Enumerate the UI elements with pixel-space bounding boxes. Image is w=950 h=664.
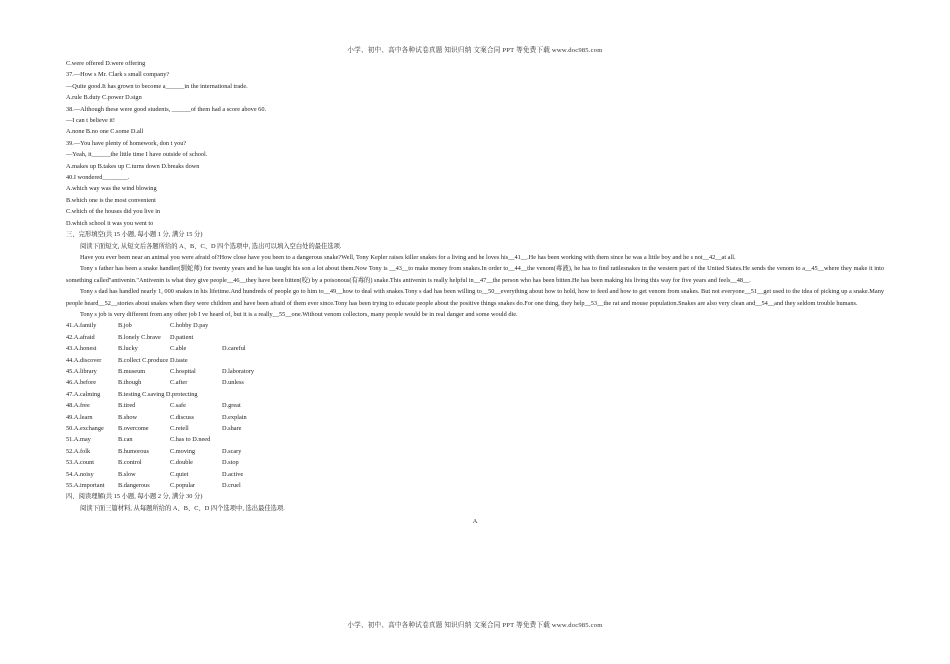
instruction-reading: 阅读下面三篇材料, 从每题所给的 A、B、C、D 四个选项中, 选出最佳选项. (80, 504, 285, 512)
question-lines (66, 58, 884, 241)
option-cell: B.lonely C.brave (118, 333, 161, 341)
option-cell: C.moving (170, 447, 196, 455)
option-cell: 42.A.afraid (66, 333, 95, 341)
option-cell: D.stop (222, 459, 239, 467)
option-cell: 53.A.count (66, 459, 94, 467)
option-cell: B.overcome (118, 425, 149, 432)
question-line: 38.—Although these were good students, ______of them had a score above 60. (66, 105, 267, 113)
passage-label: A (472, 518, 478, 526)
option-cell: C.discuss (170, 413, 194, 421)
option-row (66, 434, 884, 445)
page-header: 小学、初中、高中各种试卷真题 知识归纳 文案合同 PPT 等免费下载 www.doc985.com (347, 47, 603, 54)
question-line: A.makes up B.takes up C.turns down D.breaks down (66, 162, 200, 170)
option-row (66, 377, 884, 388)
question-line: 37.—How s Mr. Clark s small company? (66, 71, 170, 79)
option-cell: 43.A.honest (66, 345, 97, 353)
question-line: —Yeah, it______the little time I have outside of school. (66, 151, 208, 159)
question-line: A.which way was the wind blowing (66, 185, 157, 193)
option-cell: C.hospital (170, 367, 196, 375)
option-cell: D.active (222, 470, 244, 478)
option-cell: B.show (118, 413, 138, 421)
option-cell: 41.A.family (66, 322, 97, 330)
passage-paragraph: Tony s dad has handled nearly 1, 000 snakes in his lifetime.And hundreds of people go to him to__49__how to deal with snakes.Tony s dad has been willing to__50__everything about how to hold, how to feed and how to get venom from snakes. But not everyone__51__get used to the idea of picking up a snake.Many people heard__52__stories about snakes when they were children and have been afraid of them ever since.Tony has been trying to educate people about the positive things snakes do.For one thing, they help__53__the rat and mouse population.Snakes are also very clean and__54__and they seldom trouble humans. (66, 288, 884, 307)
option-cell: 48.A.free (66, 402, 90, 410)
option-row (66, 423, 884, 434)
option-cell: C.safe (170, 402, 186, 410)
section-heading: 三、完形填空(共 15 小题, 每小题 1 分, 满分 15 分) (66, 231, 203, 239)
option-cell: B.collect C.produce (118, 356, 169, 364)
option-cell: 46.A.before (66, 379, 97, 387)
option-cell: D.great (222, 402, 241, 410)
option-row (66, 400, 884, 411)
question-line: D.which school it was you went to (66, 219, 154, 227)
option-row (66, 320, 884, 331)
question-line: C.which of the houses did you live in (66, 208, 161, 216)
option-row (66, 389, 884, 400)
passage-paragraph: Tony s job is very different from any other job I ve heard of, but it is a really__55__one.Without venom collectors, many people would be in real danger and some would die. (80, 310, 518, 318)
option-cell: 51.A.may (66, 436, 91, 444)
document-body (66, 58, 884, 528)
option-cell: B.control (118, 459, 142, 467)
page-footer: 小学、初中、高中各种试卷真题 知识归纳 文案合同 PPT 等免费下载 www.doc985.com (347, 622, 603, 629)
option-row (66, 355, 884, 366)
option-row (66, 332, 884, 343)
option-row (66, 366, 884, 377)
question-line: —I can t believe it! (66, 117, 115, 125)
option-row (66, 457, 884, 468)
option-cell: C.popular (170, 482, 196, 490)
option-cell: B.lucky (118, 345, 138, 353)
option-cell: D.scary (222, 447, 242, 455)
option-cell: D.careful (222, 345, 246, 353)
option-cell: B.museum (118, 367, 146, 375)
option-cell: D.explain (222, 413, 247, 421)
option-cell: B.though (118, 379, 142, 387)
section-heading-reading: 四、阅读理解(共 15 小题, 每小题 2 分, 满分 30 分) (66, 493, 203, 501)
option-row (66, 343, 884, 354)
option-row (66, 480, 884, 491)
option-cell: D.share (222, 425, 242, 432)
option-cell: C.after (170, 379, 188, 387)
option-cell: 45.A.library (66, 367, 97, 375)
option-cell: 49.A.learn (66, 413, 93, 421)
instruction-cloze: 阅读下面短文, 从短文后各题所给的 A、B、C、D 四个选项中, 选出可以填入空白处的最佳选项. (80, 242, 342, 250)
option-cell: B.slow (118, 470, 136, 478)
option-cell: D.unless (222, 379, 244, 387)
option-cell: 44.A.discover (66, 356, 102, 364)
option-cell: D.laboratory (222, 367, 254, 375)
option-row (66, 469, 884, 480)
option-cell: D.cruel (222, 482, 241, 490)
option-cell: B.dangerous (118, 482, 150, 490)
option-cell: 54.A.noisy (66, 470, 94, 478)
option-cell: C.hobby D.pay (170, 322, 209, 330)
option-cell: 52.A.folk (66, 447, 91, 455)
question-line: —Quite good.It has grown to become a______in the international trade. (66, 82, 248, 90)
question-line: A.rule B.duty C.power D.sign (66, 94, 142, 102)
option-cell: D.patient (170, 333, 194, 341)
question-line: 39.—You have plenty of homework, don t you? (66, 139, 187, 147)
option-cell: B.humorous (118, 447, 149, 455)
option-cell: 50.A.exchange (66, 425, 104, 432)
question-line: B.which one is the most convenient (66, 196, 156, 204)
option-row (66, 412, 884, 423)
option-cell: B.can (118, 436, 133, 444)
option-cell: C.retell (170, 425, 189, 432)
question-line: A.none B.no one C.some D.all (66, 128, 144, 136)
question-line: C.were offered D.were offering (66, 60, 146, 67)
question-line: 40.I wondered________. (66, 174, 130, 182)
passage-paragraph: Have you ever been near an animal you were afraid of?How close have you been to a dangerous snake?Well, Tony Kepler raises killer snakes for a living and he loves his__41__.He has been working with them since he was a little boy and he s not__42__at all. (80, 253, 736, 261)
option-list (66, 320, 884, 491)
option-cell: C.has to D.need (170, 436, 211, 444)
option-cell: C.quiet (170, 470, 189, 478)
option-cell: B.job (118, 322, 132, 330)
option-cell: B.testing C.saving D.protecting (118, 390, 198, 398)
option-cell: 47.A.calming (66, 390, 101, 398)
passage-paragraph: Tony s father has been a snake handler(驯蛇师) for twenty years and he has taught his son a lot about them.Now Tony is __43__to make money from snakes.In order to__44__the venom(毒液), he has to find rattlesnakes in the western part of the United States.He sends the venom to a__45__where they make it into something called"antivenin."Antivenin is what they give people__46__they have been bitten(咬) by a poisonous(有毒的) snake.This antivenin is really helpful in__47__the person who has been bitten.He has been making his living this way for five years and feels__48__. (66, 265, 884, 284)
option-cell: B.tired (118, 402, 136, 410)
option-cell: 55.A.important (66, 482, 105, 490)
option-cell: D.taste (170, 356, 188, 364)
option-row (66, 446, 884, 457)
option-cell: C.able (170, 345, 187, 353)
option-cell: C.double (170, 459, 193, 467)
